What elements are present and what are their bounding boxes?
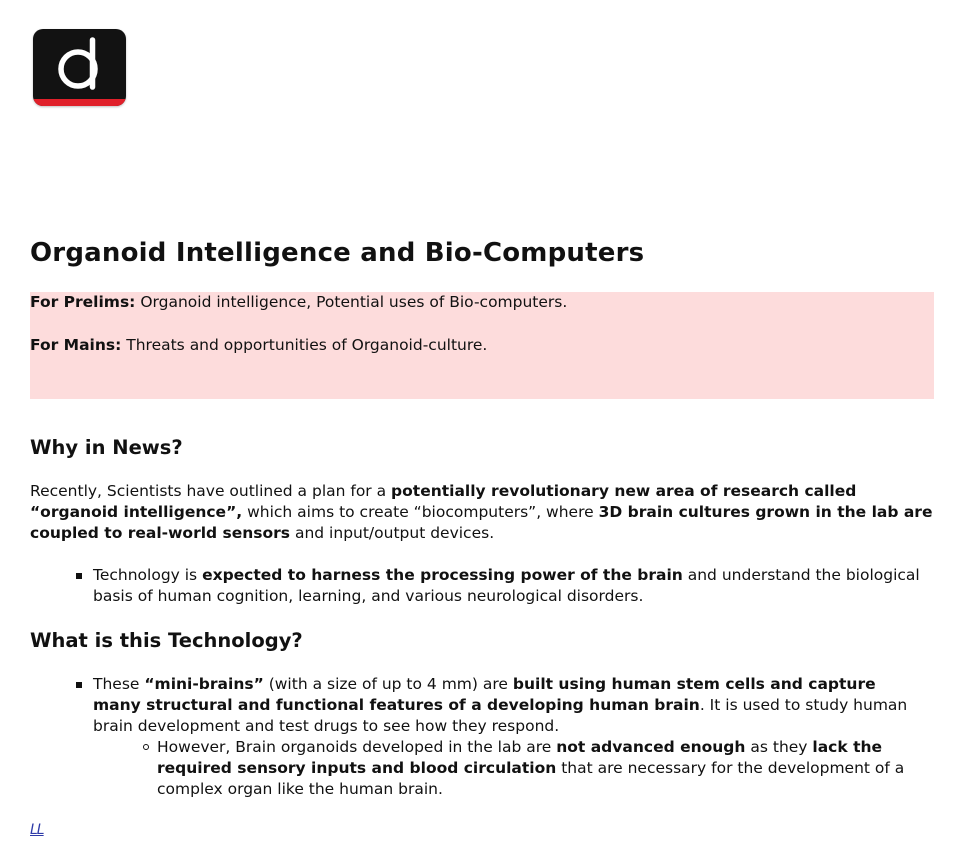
tech-bullet-bold-1: “mini-brains” bbox=[144, 675, 264, 693]
square-bullet-icon bbox=[76, 573, 82, 579]
sub-bullet-text-1: However, Brain organoids developed in the lab are bbox=[157, 738, 557, 756]
news-text-1: Recently, Scientists have outlined a plan for a bbox=[30, 482, 392, 500]
sub-bullet-bold-1: not advanced enough bbox=[556, 738, 746, 756]
tech-sub-bullet bbox=[157, 737, 917, 800]
footer-link[interactable]: LL bbox=[30, 822, 44, 838]
prelims-text: Organoid intelligence, Potential uses of Bio-computers. bbox=[140, 293, 568, 311]
prelims-line bbox=[30, 293, 567, 311]
prelims-label: For Prelims: bbox=[30, 293, 136, 311]
news-bullet-text-1: Technology is bbox=[93, 566, 203, 584]
news-bullet bbox=[93, 565, 923, 607]
what-is-tech-heading: What is this Technology? bbox=[30, 629, 303, 652]
news-text-2: which aims to create “biocomputers”, where bbox=[242, 503, 599, 521]
tech-bullet-bold-2: built using human stem cells and capture many structural and functional features of a developing human brain bbox=[93, 675, 876, 714]
news-bullet-text-2: and understand the biological basis of human cognition, learning, and various neurological disorders. bbox=[93, 566, 920, 605]
tech-bullet-text-2: (with a size of up to 4 mm) are bbox=[263, 675, 513, 693]
drishti-logo bbox=[33, 29, 126, 106]
news-text-3: and input/output devices. bbox=[290, 524, 495, 542]
d-letter-icon bbox=[33, 29, 126, 106]
news-bullet-bold-1: expected to harness the processing power of the brain bbox=[202, 566, 683, 584]
logo-accent-bar bbox=[33, 99, 126, 106]
sub-bullet-text-3: that are necessary for the development of a complex organ like the human brain. bbox=[157, 759, 905, 798]
exam-focus-box bbox=[30, 292, 934, 399]
mains-line bbox=[30, 336, 487, 354]
mains-label: For Mains: bbox=[30, 336, 122, 354]
news-bold-2: 3D brain cultures grown in the lab are coupled to real-world sensors bbox=[30, 503, 933, 542]
tech-bullet-text-3: . It is used to study human brain development and test drugs to see how they respond. bbox=[93, 696, 908, 735]
why-in-news-heading: Why in News? bbox=[30, 436, 183, 459]
mains-text: Threats and opportunities of Organoid-culture. bbox=[126, 336, 488, 354]
square-bullet-icon bbox=[76, 682, 82, 688]
news-paragraph bbox=[30, 481, 935, 544]
tech-bullet bbox=[93, 674, 923, 737]
sub-bullet-text-2: as they bbox=[745, 738, 813, 756]
tech-bullet-text-1: These bbox=[93, 675, 145, 693]
sub-bullet-bold-2: lack the required sensory inputs and blood circulation bbox=[157, 738, 883, 777]
hollow-circle-bullet-icon bbox=[143, 744, 149, 750]
news-bold-1: potentially revolutionary new area of research called “organoid intelligence”, bbox=[30, 482, 857, 521]
page-title: Organoid Intelligence and Bio-Computers bbox=[30, 238, 645, 268]
